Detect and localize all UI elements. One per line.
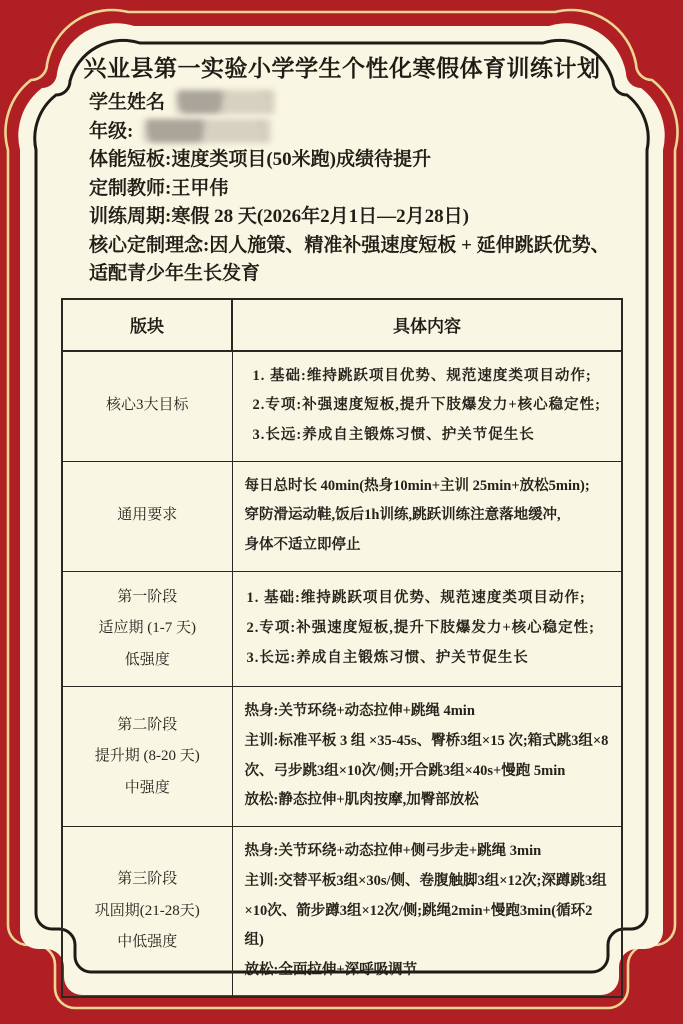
section-line: 通用要求 xyxy=(117,507,178,524)
content-line: 1. 基础:维持跳跃项目优势、规范速度类项目动作; xyxy=(246,590,586,607)
content-line: 1. 基础:维持跳跃项目优势、规范速度类项目动作; xyxy=(252,367,592,384)
section-cell xyxy=(62,571,232,687)
table-row xyxy=(62,461,622,571)
content-cell xyxy=(232,351,622,462)
section-line: 提升期 (8-20 天) xyxy=(94,748,200,764)
table-header-row xyxy=(62,299,622,351)
info-block xyxy=(61,89,623,289)
section-line: 巩固期(21-28天) xyxy=(94,902,200,919)
content-line: 热身:关节环绕+动态拉伸+侧弓步走+跳绳 3min xyxy=(244,843,542,860)
redacted-student-name xyxy=(175,90,275,114)
section-cell xyxy=(62,461,232,571)
philosophy-line: 核心定制理念:因人施策、精准补强速度短板 + 延伸跳跃优势、适配青少年生长发育 xyxy=(89,234,610,284)
content-line: 热身:关节环绕+动态拉伸+跳绳 4min xyxy=(244,703,475,720)
table-row xyxy=(62,687,622,827)
section-line: 中强度 xyxy=(124,779,170,796)
content-line: 穿防滑运动鞋,饭后1h训练,跳跃训练注意落地缓冲, xyxy=(244,507,561,524)
redacted-grade xyxy=(143,119,271,143)
section-line: 中低强度 xyxy=(117,934,178,951)
content-line: 放松:全面拉伸+深呼吸调节 xyxy=(244,962,418,979)
grade-line xyxy=(89,118,621,147)
period-line: 训练周期:寒假 28 天(2026年2月1日—2月28日) xyxy=(89,206,469,227)
content-line: 主训:交替平板3组×30s/侧、卷腹触脚3组×12次;深蹲跳3组×10次、箭步蹲3组×12次/侧;跳绳2min+慢跑3min(循环2组) xyxy=(244,872,607,949)
section-cell xyxy=(62,687,232,827)
section-cell xyxy=(62,351,232,462)
table-row xyxy=(62,351,622,462)
content-cell xyxy=(232,827,622,997)
content-line: 2.专项:补强速度短板,提升下肢爆发力+核心稳定性; xyxy=(252,397,601,414)
content-line: 身体不适立即停止 xyxy=(244,537,361,554)
teacher-line: 定制教师:王甲伟 xyxy=(89,177,229,199)
plan-table xyxy=(61,298,623,998)
content-line: 每日总时长 40min(热身10min+主训 25min+放松5min); xyxy=(244,477,590,494)
content-cell xyxy=(232,461,622,571)
section-line: 第三阶段 xyxy=(117,871,178,888)
table-row xyxy=(62,571,622,687)
section-line: 第一阶段 xyxy=(117,588,178,605)
content-cell xyxy=(232,571,622,687)
column-header-content: 具体内容 xyxy=(232,299,622,351)
table-row xyxy=(62,827,622,997)
content-line: 2.专项:补强速度短板,提升下肢爆发力+核心稳定性; xyxy=(246,620,595,637)
document-content xyxy=(61,50,623,998)
section-line: 第二阶段 xyxy=(117,716,178,733)
column-header-section: 版块 xyxy=(62,299,232,351)
content-line: 3.长远:养成自主锻炼习惯、护关节促生长 xyxy=(252,426,535,443)
content-cell xyxy=(232,687,622,827)
section-line: 适应期 (1-7 天) xyxy=(98,620,196,637)
student-name-line xyxy=(89,89,621,118)
weakness-line: 体能短板:速度类项目(50米跑)成绩待提升 xyxy=(89,149,431,170)
content-line: 3.长远:养成自主锻炼习惯、护关节促生长 xyxy=(246,649,529,666)
grade-label: 年级: xyxy=(89,120,134,142)
section-line: 低强度 xyxy=(124,651,170,668)
student-name-label: 学生姓名 xyxy=(89,92,166,113)
section-line: 核心3大目标 xyxy=(105,397,189,414)
content-line: 主训:标准平板 3 组 ×35-45s、臀桥3组×15 次;箱式跳3组×8次、弓步跳3组×10次/侧;开合跳3组×40s+慢跑 5min xyxy=(244,733,609,779)
content-line: 放松:静态拉伸+肌肉按摩,加臀部放松 xyxy=(244,792,479,809)
section-cell xyxy=(62,827,232,997)
plan-table-body xyxy=(62,351,622,997)
page-title: 兴业县第一实验小学学生个性化寒假体育训练计划 xyxy=(83,56,601,81)
